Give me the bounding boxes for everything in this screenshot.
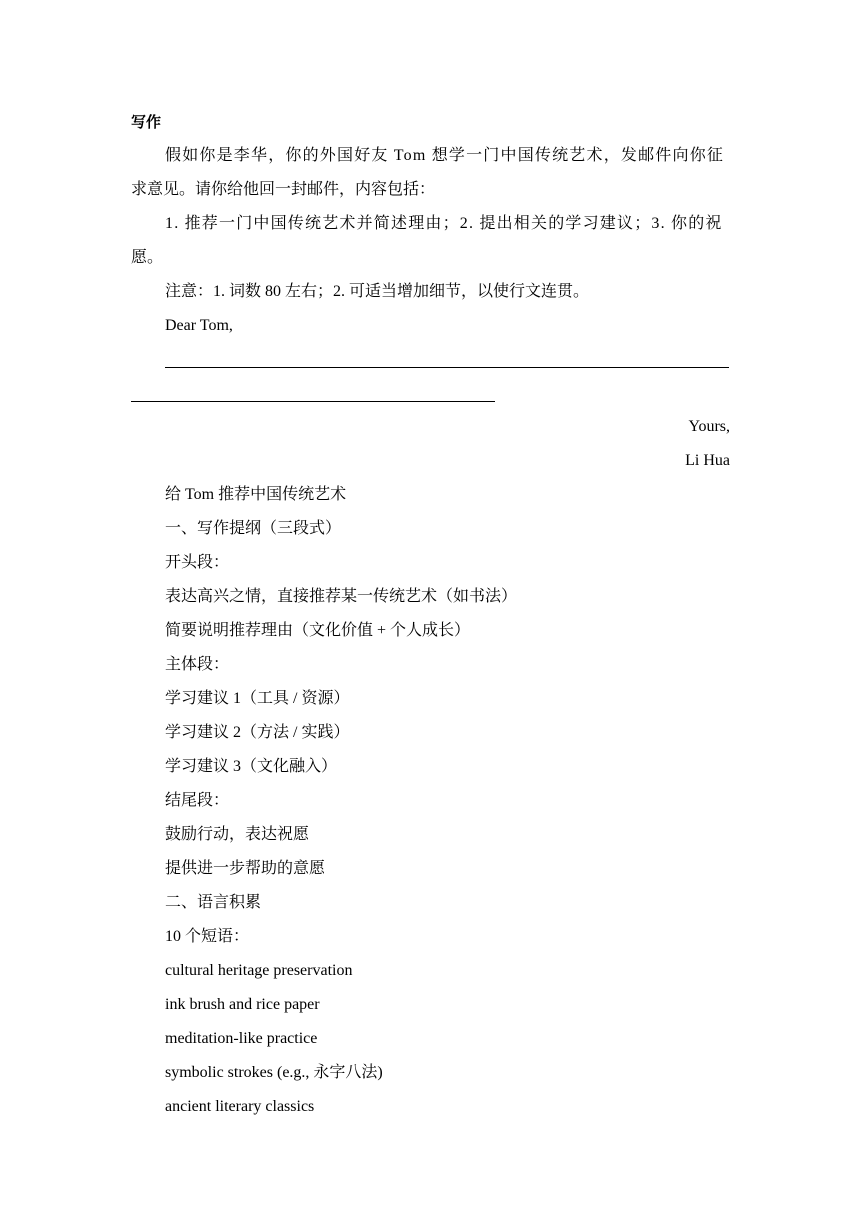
body-item-3: 学习建议 3（文化融入） xyxy=(165,758,338,775)
requirements-line-2: 愿。 xyxy=(131,249,164,266)
section-heading: 写作 xyxy=(131,113,162,131)
outline-title: 给 Tom 推荐中国传统艺术 xyxy=(165,486,347,503)
opening-item-2: 简要说明推荐理由（文化价值 + 个人成长） xyxy=(165,622,471,639)
opening-item-1: 表达高兴之情，直接推荐某一传统艺术（如书法） xyxy=(165,588,518,605)
salutation: Dear Tom, xyxy=(165,317,233,334)
prompt-line-1: 假如你是李华，你的外国好友 Tom 想学一门中国传统艺术，发邮件向你征 xyxy=(165,147,725,164)
body-item-1: 学习建议 1（工具 / 资源） xyxy=(165,690,350,707)
prompt-line-2: 求意见。请你给他回一封邮件，内容包括： xyxy=(131,181,436,198)
phrase-item: ink brush and rice paper xyxy=(165,996,320,1013)
body-item-2: 学习建议 2（方法 / 实践） xyxy=(165,724,350,741)
closing: Yours, xyxy=(688,418,730,435)
answer-blank-line-2 xyxy=(131,401,495,402)
outline-section-2-heading: 二、语言积累 xyxy=(165,894,262,911)
ending-item-1: 鼓励行动，表达祝愿 xyxy=(165,826,310,843)
phrase-item: meditation-like practice xyxy=(165,1030,318,1047)
outline-section-1-heading: 一、写作提纲（三段式） xyxy=(165,520,342,537)
phrases-label: 10 个短语： xyxy=(165,928,250,945)
requirements-line-1: 1. 推荐一门中国传统艺术并简述理由；2. 提出相关的学习建议；3. 你的祝 xyxy=(165,215,723,232)
opening-paragraph-label: 开头段： xyxy=(165,554,230,571)
phrase-item: cultural heritage preservation xyxy=(165,962,353,979)
ending-paragraph-label: 结尾段： xyxy=(165,792,230,809)
notes: 注意：1. 词数 80 左右；2. 可适当增加细节，以使行文连贯。 xyxy=(165,283,590,300)
answer-blank-line-1 xyxy=(165,367,729,368)
signature: Li Hua xyxy=(685,452,730,469)
phrase-item: symbolic strokes (e.g., 永字八法) xyxy=(165,1064,383,1081)
ending-item-2: 提供进一步帮助的意愿 xyxy=(165,860,326,877)
phrase-item: ancient literary classics xyxy=(165,1098,315,1115)
body-paragraph-label: 主体段： xyxy=(165,656,230,673)
